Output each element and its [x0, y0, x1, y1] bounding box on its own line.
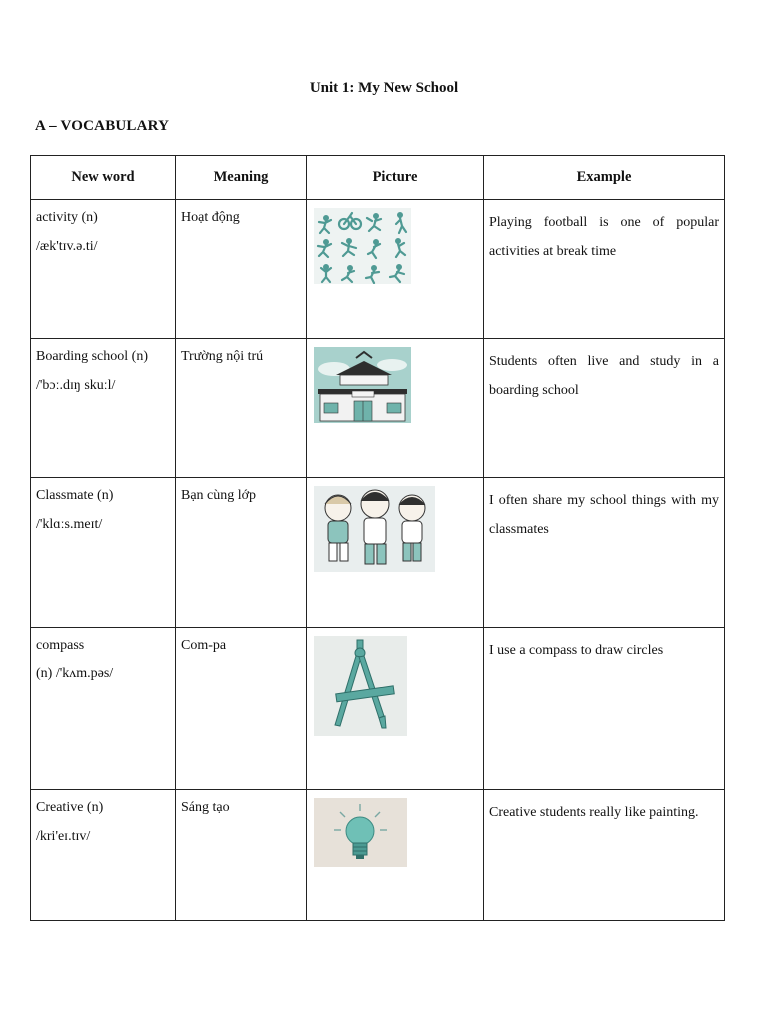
picture-cell [307, 339, 484, 478]
example-cell [484, 339, 725, 478]
header-meaning: Meaning [176, 156, 307, 200]
meaning-text: Hoạt động [181, 210, 240, 225]
word-text: compass [36, 638, 85, 653]
table-row [31, 628, 725, 790]
example-text: I use a compass to draw circles [489, 643, 664, 658]
page-title: Unit 1: My New School [309, 80, 459, 96]
meaning-text: Com-pa [181, 638, 227, 653]
word-text: Creative (n) [36, 800, 104, 815]
new-word-cell [31, 478, 176, 628]
sports-pictograms-image [314, 208, 411, 284]
ipa-text: /kri'eɪ.tɪv/ [36, 829, 91, 844]
header-picture: Picture [307, 156, 484, 200]
table-row [31, 790, 725, 921]
new-word-cell [31, 790, 176, 921]
ipa-text: (n) /'kʌm.pəs/ [36, 666, 114, 681]
meaning-text: Bạn cùng lớp [181, 488, 257, 503]
ipa-text: /æk'tɪv.ə.ti/ [36, 239, 98, 254]
new-word-cell [31, 628, 176, 790]
picture-cell [307, 200, 484, 339]
meaning-cell [176, 478, 307, 628]
picture-cell [307, 628, 484, 790]
meaning-text: Sáng tạo [181, 800, 230, 815]
picture-cell [307, 478, 484, 628]
section-title: A – VOCABULARY [35, 118, 170, 134]
table-row [31, 478, 725, 628]
table-row [31, 339, 725, 478]
example-cell [484, 478, 725, 628]
header-example: Example [484, 156, 725, 200]
example-cell [484, 790, 725, 921]
school-building-image [314, 347, 411, 423]
example-text: Students often live and study in a boarding school [489, 354, 719, 398]
table-header-row [31, 156, 725, 200]
picture-cell [307, 790, 484, 921]
three-children-image [314, 486, 435, 572]
word-text: Classmate (n) [36, 488, 114, 503]
meaning-text: Trường nội trú [181, 349, 264, 364]
example-text: Creative students really like painting. [489, 805, 699, 820]
example-cell [484, 628, 725, 790]
new-word-cell [31, 339, 176, 478]
example-cell [484, 200, 725, 339]
table-row [31, 200, 725, 339]
header-new-word: New word [31, 156, 176, 200]
light-bulb-image [314, 798, 407, 867]
example-text: I often share my school things with my classmates [489, 493, 719, 537]
meaning-cell [176, 628, 307, 790]
word-text: activity (n) [36, 210, 98, 225]
ipa-text: /'klɑːs.meɪt/ [36, 517, 103, 532]
drawing-compass-image [314, 636, 407, 736]
meaning-cell [176, 200, 307, 339]
meaning-cell [176, 790, 307, 921]
new-word-cell [31, 200, 176, 339]
ipa-text: /'bɔː.dɪŋ skuːl/ [36, 378, 116, 393]
meaning-cell [176, 339, 307, 478]
vocabulary-table [30, 155, 725, 921]
example-text: Playing football is one of popular activities at break time [489, 215, 719, 259]
word-text: Boarding school (n) [36, 349, 148, 364]
